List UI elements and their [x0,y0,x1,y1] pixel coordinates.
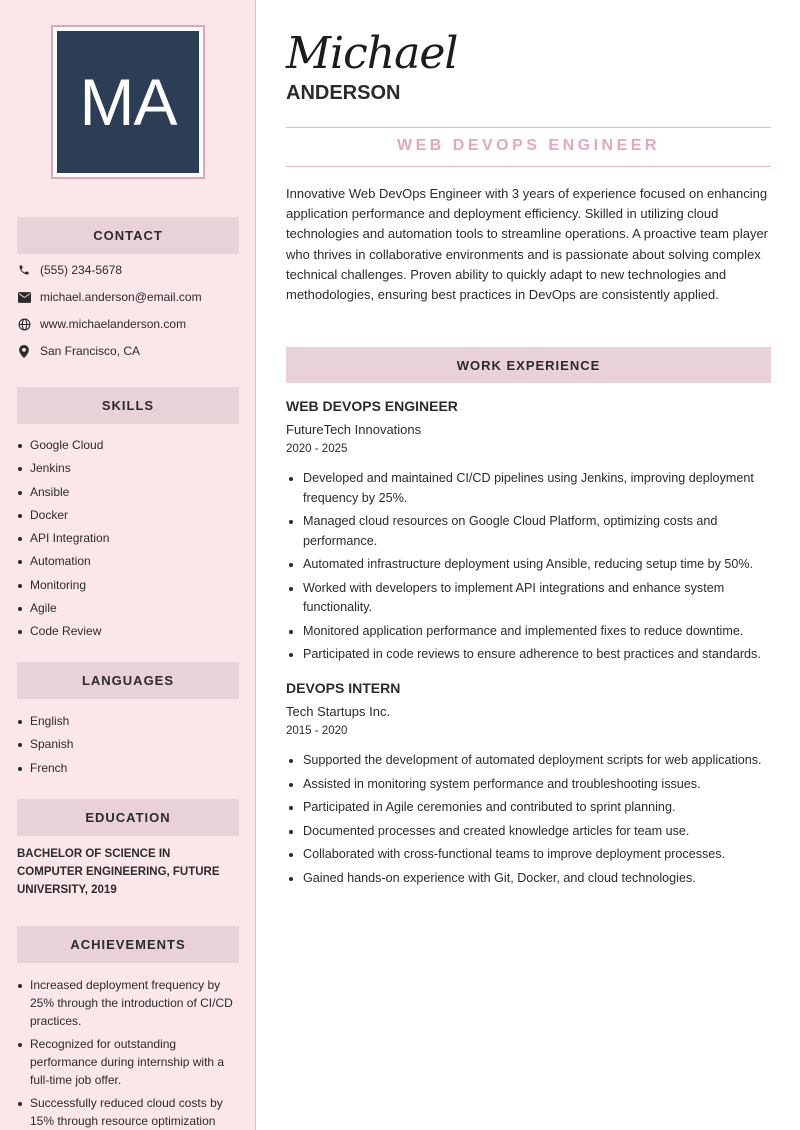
first-name: Michael [286,28,458,79]
contact-heading: CONTACT [17,217,239,254]
list-item: French [17,759,73,777]
divider [286,166,771,167]
envelope-icon [17,290,31,304]
list-item: Collaborated with cross-functional teams to improve deployment processes. [286,845,771,865]
job-dates: 2015 - 2020 [286,725,348,737]
list-item: Successfully reduced cloud costs by 15% through resource optimization [17,1094,239,1130]
skills-heading: SKILLS [17,387,239,424]
list-item: Docker [17,506,109,524]
job-bullets [286,469,771,665]
education-heading: EDUCATION [17,799,239,836]
list-item: Participated in code reviews to ensure adherence to best practices and standards. [286,645,771,665]
monogram: MA [57,31,199,173]
contact-location [17,344,140,358]
list-item: Developed and maintained CI/CD pipelines using Jenkins, improving deployment frequency by 25%. [286,469,771,508]
email-link[interactable]: michael.anderson@email.com [40,290,202,304]
list-item: API Integration [17,529,109,547]
list-item: Documented processes and created knowledge articles for team use. [286,822,771,842]
contact-phone [17,263,122,277]
summary: Innovative Web DevOps Engineer with 3 years of experience focused on enhancing application performance and deployment efficiency. Skilled in utilizing cloud technologies and automation tools to streamline operations. A proactive team player who thrives in collaborative environments and is passionate about solving complex technical challenges. Proven ability to quickly adapt to new technologies and methodologies, ensuring best practices in DevOps are consistently applied. [286,186,769,303]
contact-email [17,290,202,304]
list-item: Increased deployment frequency by 25% through the introduction of CI/CD practices. [17,976,239,1030]
list-item: Ansible [17,483,109,501]
location-text: San Francisco, CA [40,344,141,358]
skills-list [17,436,109,646]
job-company: Tech Startups Inc. [286,704,391,719]
work-heading: WORK EXPERIENCE [286,347,771,383]
job-dates: 2020 - 2025 [286,443,348,455]
list-item: Assisted in monitoring system performance and troubleshooting issues. [286,775,771,795]
sidebar [0,0,256,1130]
list-item: Automated infrastructure deployment using Ansible, reducing setup time by 50%. [286,555,771,575]
globe-icon [17,317,31,331]
list-item: Spanish [17,735,73,753]
languages-heading: LANGUAGES [17,662,239,699]
list-item: Recognized for outstanding performance during internship with a full-time job offer. [17,1035,239,1089]
list-item: Gained hands-on experience with Git, Docker, and cloud technologies. [286,869,771,889]
job-bullets [286,751,771,888]
achievements-heading: ACHIEVEMENTS [17,926,239,963]
education-entry: BACHELOR OF SCIENCE IN COMPUTER ENGINEERING, FUTURE UNIVERSITY, 2019 [17,848,220,896]
map-pin-icon [17,344,31,358]
job-role: WEB DEVOPS ENGINEER [286,398,458,414]
job-company: FutureTech Innovations [286,422,422,437]
last-name: ANDERSON [286,82,401,104]
list-item: Automation [17,552,109,570]
list-item: Agile [17,599,109,617]
job-title: WEB DEVOPS ENGINEER [397,137,660,154]
divider [286,127,771,128]
contact-website [17,317,186,331]
phone-text: (555) 234-5678 [40,263,123,277]
list-item: Worked with developers to implement API integrations and enhance system functionality. [286,579,771,618]
website-link[interactable]: www.michaelanderson.com [40,317,187,331]
phone-icon [17,263,31,277]
list-item: Managed cloud resources on Google Cloud Platform, optimizing costs and performance. [286,512,771,551]
list-item: Supported the development of automated deployment scripts for web applications. [286,751,771,771]
list-item: Google Cloud [17,436,109,454]
list-item: Monitoring [17,576,109,594]
list-item: Monitored application performance and implemented fixes to reduce downtime. [286,622,771,642]
achievements-list [17,976,239,1130]
job-entry [286,398,771,669]
list-item: Jenkins [17,459,109,477]
job-entry [286,680,771,892]
list-item: English [17,712,73,730]
job-role: DEVOPS INTERN [286,680,401,696]
monogram-frame [51,25,205,179]
languages-list [17,712,73,782]
list-item: Code Review [17,622,109,640]
list-item: Participated in Agile ceremonies and contributed to sprint planning. [286,798,771,818]
